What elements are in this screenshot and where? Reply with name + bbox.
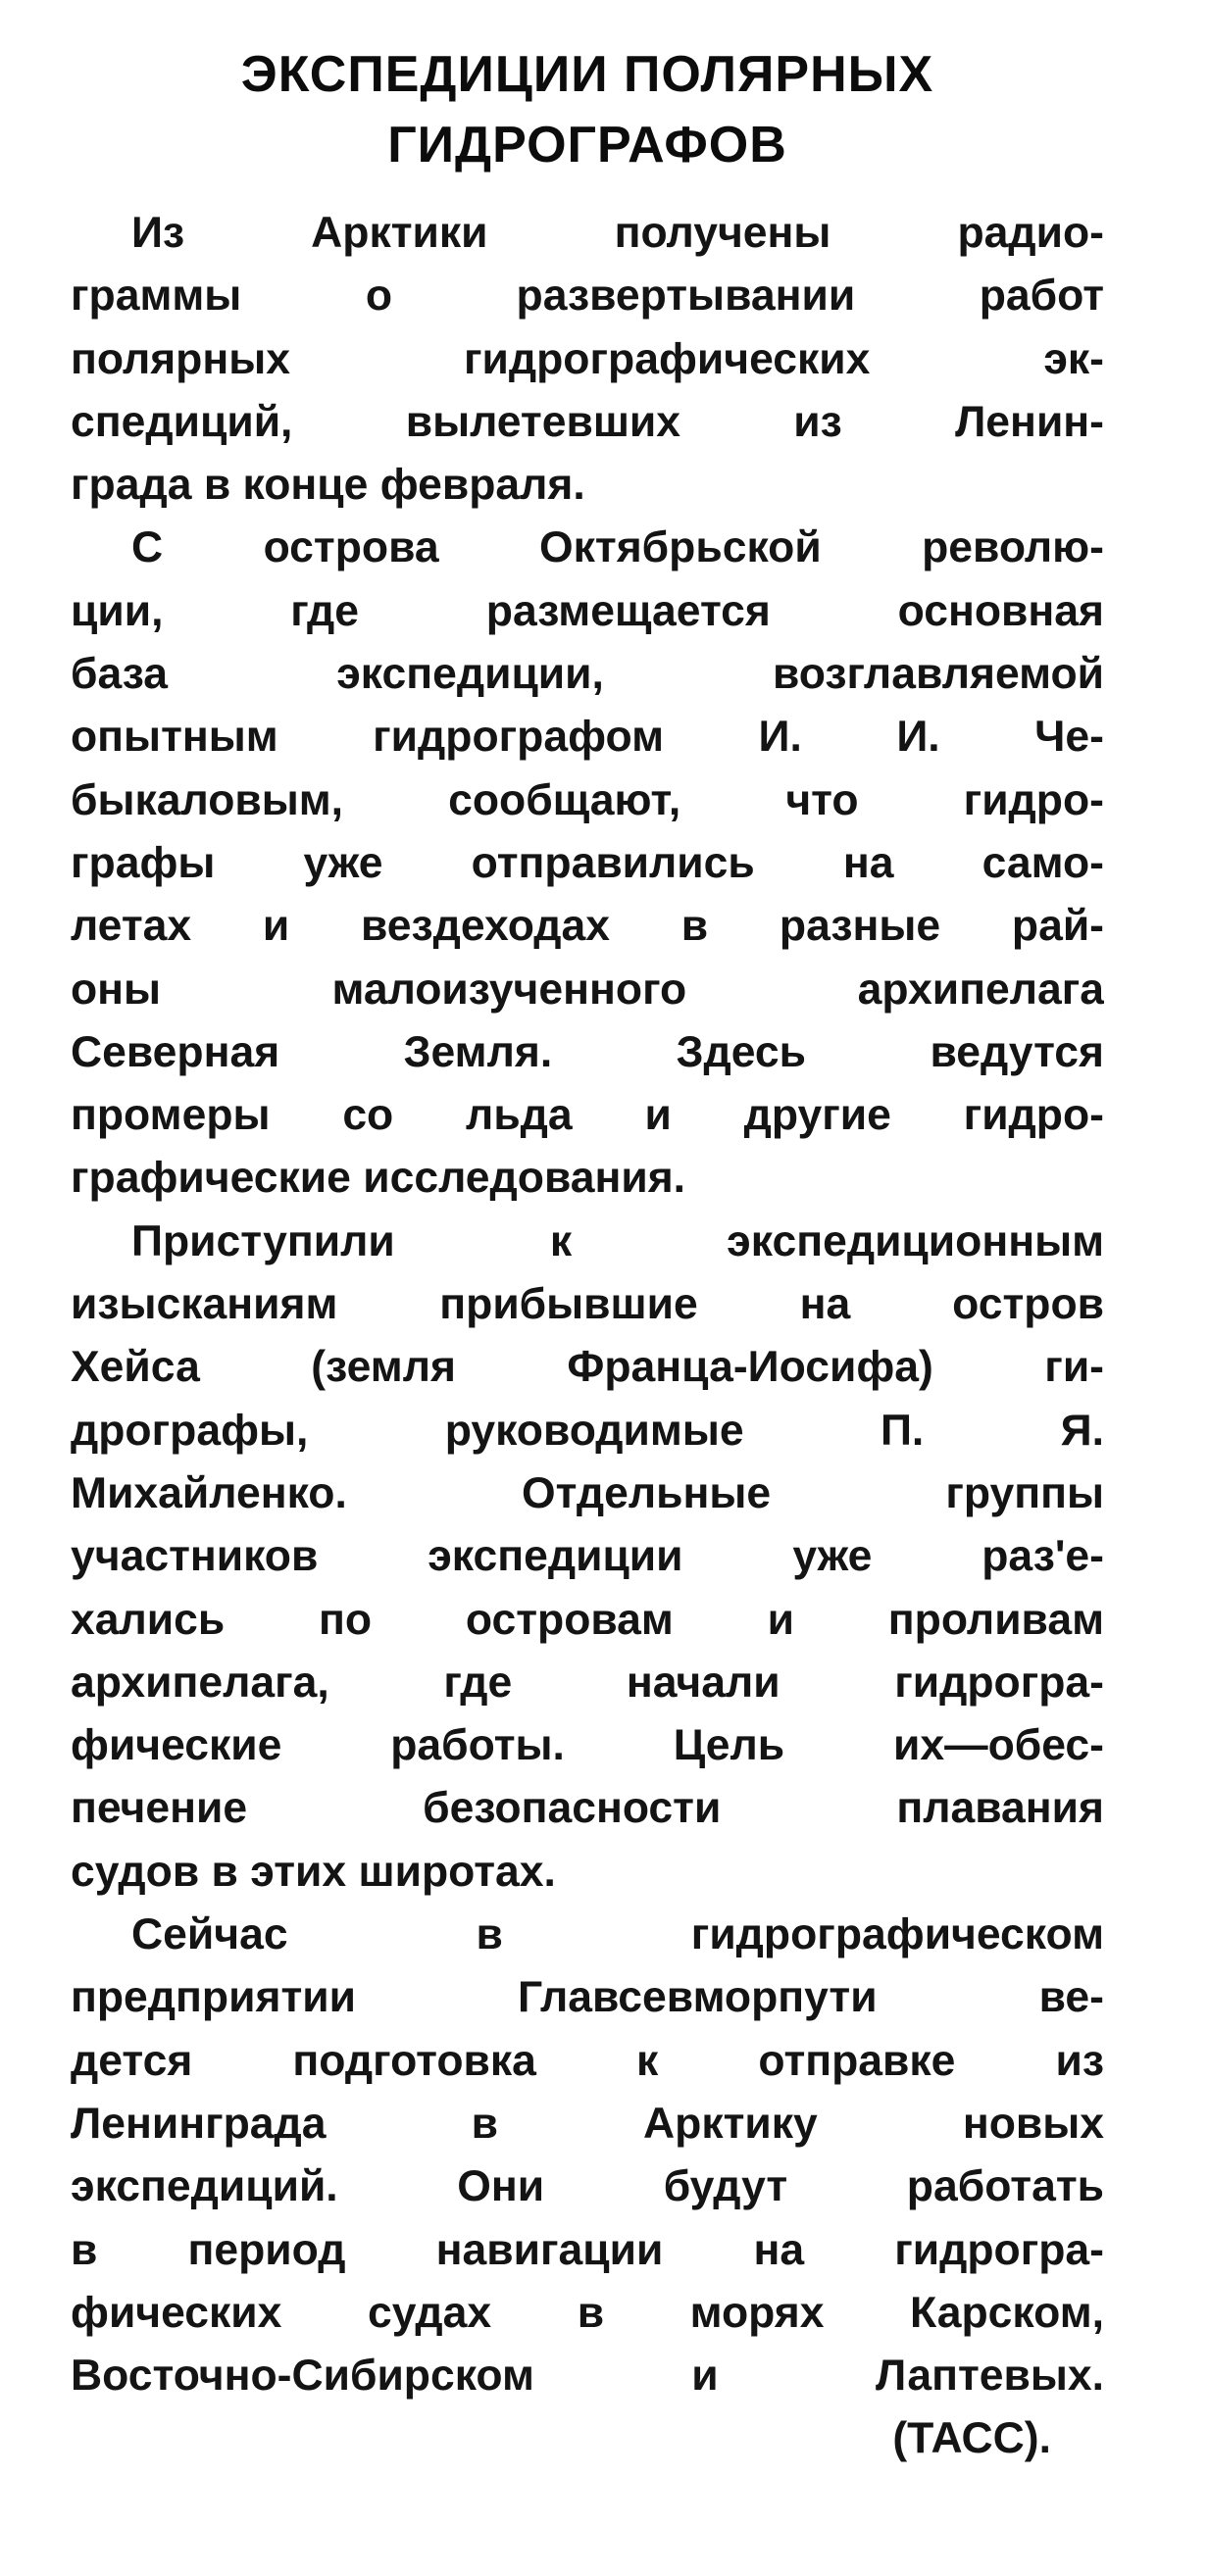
paragraph-2 <box>71 517 1104 1210</box>
text-line: экспедиций. Они будут работать <box>71 2162 1104 2211</box>
text-line: участников экспедиции уже раз'е- <box>71 1532 1104 1581</box>
headline-line: ГИДРОГРАФОВ <box>387 117 787 173</box>
text-line: оны малоизученного архипелага <box>71 965 1104 1014</box>
text-line: граммы о развертывании работ <box>71 272 1104 321</box>
text-line: града в конце февраля. <box>71 461 585 510</box>
text-line: Приступили к экспедиционным <box>131 1216 1104 1265</box>
headline-line: ЭКСПЕДИЦИИ ПОЛЯРНЫХ <box>240 46 934 103</box>
text-line: архипелага, где начали гидрогра- <box>71 1658 1104 1707</box>
text-line: летах и вездеходах в разные рай- <box>71 902 1104 951</box>
text-line: дется подготовка к отправке из <box>71 2036 1104 2085</box>
text-line: Восточно-Сибирском и Лаптевых. <box>71 2352 1104 2401</box>
paragraph-1 <box>71 202 1104 517</box>
text-line: спедиций, вылетевших из Ленин- <box>71 397 1104 446</box>
text-line: Северная Земля. Здесь ведутся <box>71 1027 1104 1076</box>
text-line: графические исследования. <box>71 1154 686 1203</box>
text-line: Ленинграда в Арктику новых <box>71 2099 1104 2148</box>
text-line: изысканиям прибывшие на остров <box>71 1280 1104 1329</box>
paragraph-4 <box>71 1904 1104 2471</box>
text-line: в период навигации на гидрогра- <box>71 2225 1104 2274</box>
text-line: Хейса (земля Франца-Иосифа) ги- <box>71 1343 1104 1392</box>
text-line: С острова Октябрьской револю- <box>131 523 1104 572</box>
paragraph-3 <box>71 1211 1104 1904</box>
text-line: Михайленко. Отдельные группы <box>71 1468 1104 1517</box>
text-line: быкаловым, сообщают, что гидро- <box>71 775 1104 824</box>
text-line: печение безопасности плавания <box>71 1784 1104 1833</box>
text-line: Сейчас в гидрографическом <box>131 1910 1104 1959</box>
text-line: Из Арктики получены радио- <box>131 209 1104 257</box>
text-line: полярных гидрографических эк- <box>71 334 1104 383</box>
text-line: фических судах в морях Карском, <box>71 2288 1104 2337</box>
headline <box>71 39 1104 180</box>
text-line: база экспедиции, возглавляемой <box>71 650 1104 699</box>
agency-signature: (ТАСС). <box>892 2414 1051 2463</box>
text-line: хались по островам и проливам <box>71 1595 1104 1644</box>
text-line: ции, где размещается основная <box>71 586 1104 635</box>
text-line: промеры со льда и другие гидро- <box>71 1091 1104 1140</box>
newspaper-clipping <box>71 39 1104 2471</box>
text-line: графы уже отправились на само- <box>71 838 1104 887</box>
text-line: фические работы. Цель их—обес- <box>71 1721 1104 1770</box>
text-line: судов в этих широтах. <box>71 1847 556 1896</box>
text-line: дрографы, руководимые П. Я. <box>71 1406 1104 1455</box>
text-line: предприятии Главсевморпути ве- <box>71 1973 1104 2022</box>
text-line: опытным гидрографом И. И. Че- <box>71 713 1104 762</box>
article-body <box>71 202 1104 2471</box>
